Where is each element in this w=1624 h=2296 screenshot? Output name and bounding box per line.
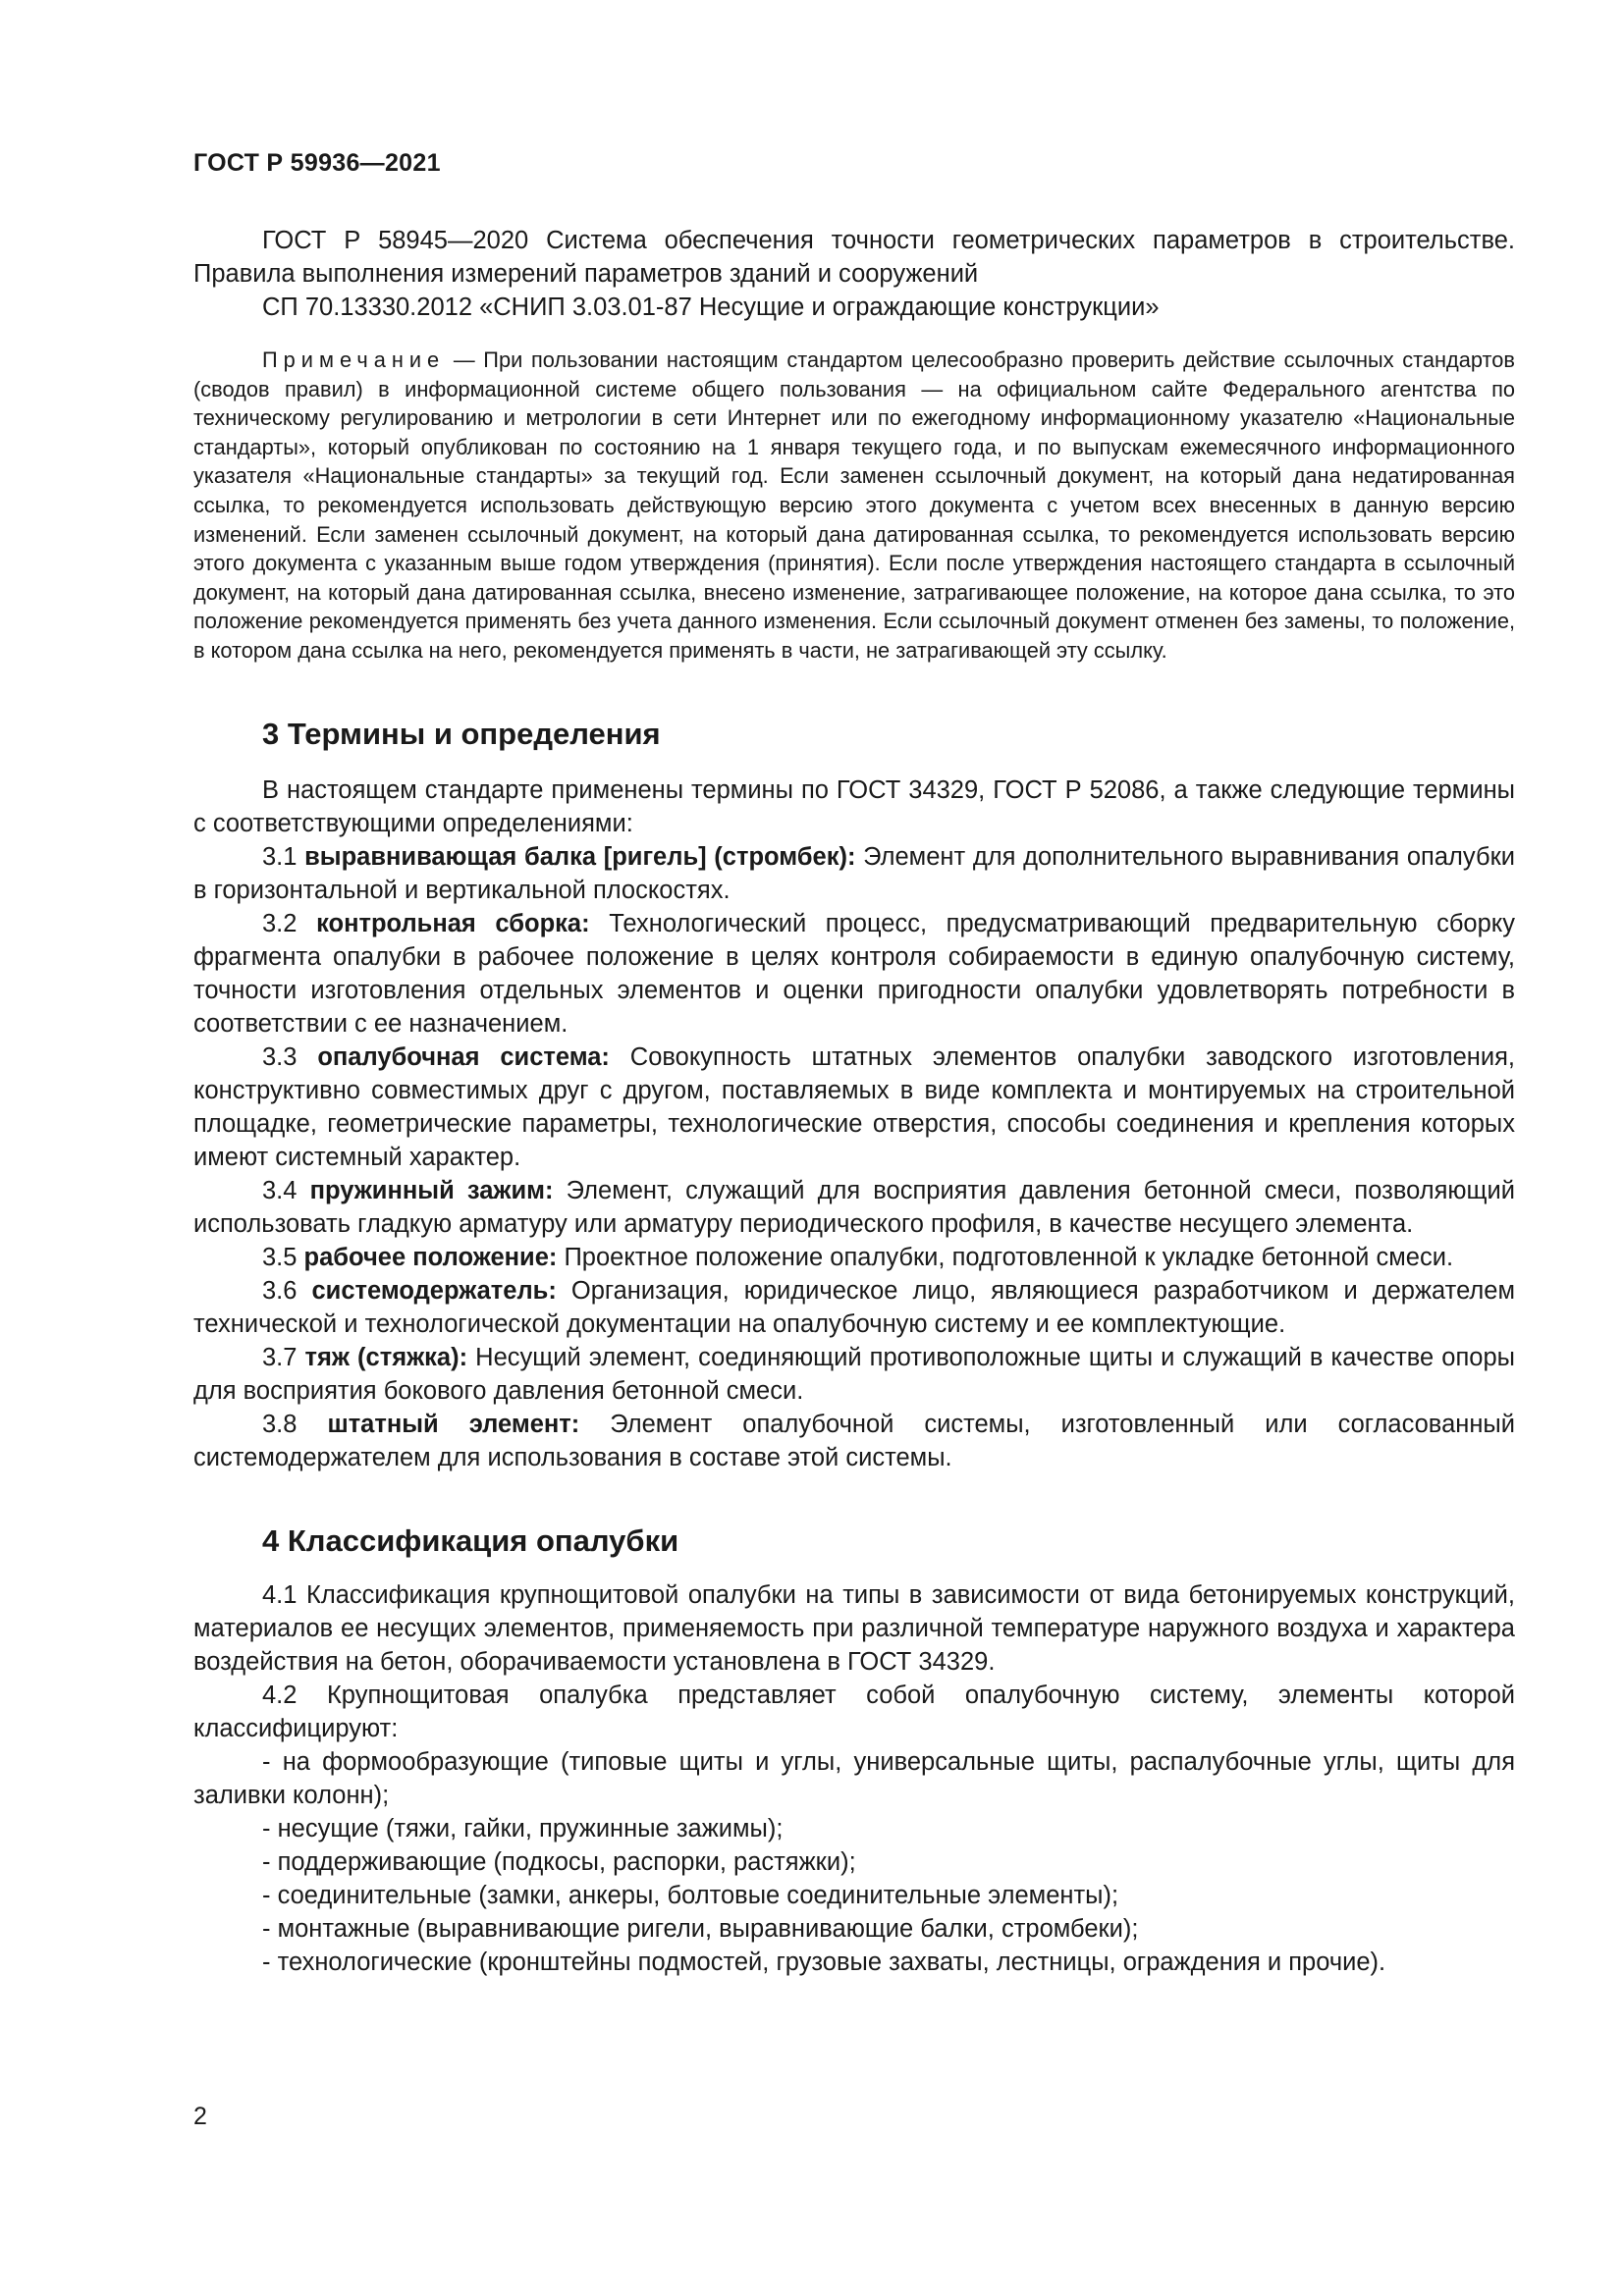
- classification-paragraph: 4.2 Крупнощитовая опалубка представляет собой опалубочную систему, элементы которой классифицируют:: [193, 1681, 1515, 1742]
- term-name: контрольная сборка:: [316, 909, 590, 937]
- classification-paragraph: 4.1 Классификация крупнощитовой опалубки на типы в зависимости от вида бетонируемых конструкций, материалов ее несущих элементов, применяемость при различной температуре наружного воздуха и характера воздействия на бетон, оборачиваемости установлена в ГОСТ 34329.: [193, 1580, 1515, 1676]
- reference-item: СП 70.13330.2012 «СНИП 3.03.01-87 Несущие и ограждающие конструкции»: [262, 294, 1160, 321]
- term-entry: [193, 1041, 1515, 1174]
- term-name: опалубочная система:: [317, 1042, 610, 1071]
- term-entry: [193, 1241, 1515, 1274]
- term-entry: [193, 907, 1515, 1041]
- term-definition: Проектное положение опалубки, подготовленной к укладке бетонной смеси.: [557, 1243, 1454, 1271]
- term-entry: [193, 1341, 1515, 1408]
- section-heading-terms: 3 Термины и определения: [262, 716, 661, 751]
- term-number: 3.1: [262, 842, 305, 871]
- term-number: 3.3: [262, 1042, 318, 1071]
- term-entry: [193, 1408, 1515, 1474]
- term-name: системодержатель:: [311, 1276, 557, 1305]
- term-entry: [193, 1274, 1515, 1341]
- term-number: 3.4: [262, 1176, 310, 1204]
- term-number: 3.6: [262, 1276, 312, 1305]
- reference-item: ГОСТ Р 58945—2020 Система обеспечения точности геометрических параметров в строительстве. Правила выполнения измерений параметров зданий и сооружений: [193, 227, 1515, 288]
- page-number: 2: [193, 2103, 207, 2130]
- term-definition: Организация, юридическое лицо, являющиеся разработчиком и держателем технической и технологической документации на опалубочную систему и ее комплектующие.: [193, 1276, 1515, 1338]
- document-header: ГОСТ Р 59936—2021: [193, 149, 441, 177]
- classification-list-item: - на формообразующие (типовые щиты и углы, универсальные щиты, распалубочные углы, щиты для заливки колонн);: [193, 1747, 1515, 1809]
- classification-list-item: - несущие (тяжи, гайки, пружинные зажимы);: [262, 1814, 784, 1842]
- term-number: 3.7: [262, 1343, 305, 1371]
- term-name: пружинный зажим:: [309, 1176, 554, 1204]
- term-name: выравнивающая балка [ригель] (стромбек):: [304, 842, 856, 871]
- term-entry: [193, 1174, 1515, 1241]
- term-definition: Совокупность штатных элементов опалубки заводского изготовления, конструктивно совместимых друг с другом, поставляемых в виде комплекта и монтируемых на строительной площадке, геометрические параметры, технологические отверстия, способы соединения и крепления которых имеют системный характер.: [193, 1042, 1515, 1171]
- classification-list-item: - технологические (кронштейны подмостей, грузовые захваты, лестницы, ограждения и прочие).: [262, 1948, 1386, 1976]
- term-definition: Элемент для дополнительного выравнивания опалубки в горизонтальной и вертикальной плоскостях.: [193, 842, 1515, 904]
- classification-list-item: - соединительные (замки, анкеры, болтовые соединительные элементы);: [262, 1881, 1119, 1909]
- note-paragraph: [193, 346, 1515, 666]
- term-number: 3.2: [262, 909, 317, 937]
- section-heading-classification: 4 Классификация опалубки: [262, 1522, 679, 1558]
- note-label: Примечание: [262, 347, 446, 372]
- term-name: рабочее положение:: [303, 1243, 558, 1271]
- classification-list-item: - монтажные (выравнивающие ригели, выравнивающие балки, стромбеки);: [262, 1914, 1139, 1943]
- classification-list-item: - поддерживающие (подкосы, распорки, растяжки);: [262, 1847, 856, 1876]
- term-name: тяж (стяжка):: [304, 1343, 468, 1371]
- term-entry: [193, 840, 1515, 907]
- term-number: 3.5: [262, 1243, 304, 1271]
- terms-intro: В настоящем стандарте применены термины по ГОСТ 34329, ГОСТ Р 52086, а также следующие термины с соответствующими определениями:: [193, 775, 1515, 837]
- term-definition: Элемент опалубочной системы, изготовленный или согласованный системодержателем для использования в составе этой системы.: [193, 1410, 1515, 1471]
- document-body: [193, 224, 1515, 1979]
- note-text: — При пользовании настоящим стандартом целесообразно проверить действие ссылочных стандартов (сводов правил) в информационной системе общего пользования — на официальном сайте Федерального агентства по техническому регулированию и метрологии в сети Интернет или по ежегодному информационному указателю «Национальные стандарты», который опубликован по состоянию на 1 января текущего года, и по выпускам ежемесячного информационного указателя «Национальные стандарты» за текущий год. Если заменен ссылочный документ, на который дана недатированная ссылка, то рекомендуется использовать действующую версию этого документа с учетом всех внесенных в данную версию изменений. Если заменен ссылочный документ, на который дана датированная ссылка, то рекомендуется использовать версию этого документа с указанным выше годом утверждения (принятия). Если после утверждения настоящего стандарта в ссылочный документ, на который дана датированная ссылка, внесено изменение, затрагивающее положение, на которое дана ссылка, то это положение рекомендуется применять без учета данного изменения. Если ссылочный документ отменен без замены, то положение, в котором дана ссылка на него, рекомендуется применять в части, не затрагивающей эту ссылку.: [193, 347, 1515, 663]
- term-definition: Технологический процесс, предусматривающий предварительную сборку фрагмента опалубки в рабочее положение в целях контроля собираемости в единую опалубочную систему, точности изготовления отдельных элементов и оценки пригодности опалубки удовлетворять потребности в соответствии с ее назначением.: [193, 909, 1515, 1038]
- term-number: 3.8: [262, 1410, 328, 1438]
- term-definition: Несущий элемент, соединяющий противоположные щиты и служащий в качестве опоры для восприятия бокового давления бетонной смеси.: [193, 1343, 1515, 1405]
- term-name: штатный элемент:: [327, 1410, 580, 1438]
- term-definition: Элемент, служащий для восприятия давления бетонной смеси, позволяющий использовать гладкую арматуру или арматуру периодического профиля, в качестве несущего элемента.: [193, 1176, 1515, 1238]
